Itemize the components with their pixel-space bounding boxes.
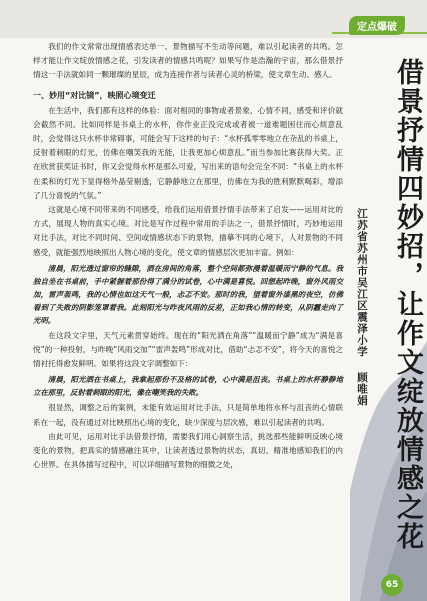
- byline: [355, 208, 370, 407]
- article-body: [33, 40, 343, 472]
- body-paragraph: 在这段文字里，天气元素贯穿始终。现在的“阳光洒在角落”“温暖而宁静”成为“满是喜悦”的一种投射，与昨晚“风雨交加”“雷声轰鸣”形成对比，借助“忐忑不安”，将今天的喜悦之情衬托得愈发鲜明。如果将这段文字调整如下：: [33, 330, 343, 369]
- article-title: 借景抒情四妙招，让作文绽放情感之花: [392, 58, 423, 551]
- body-paragraph: 由此可见，运用对比手法借景抒情，需要我们用心洞察生活，挑选那些能鲜明反映心境变化的景物，把真实的情感融注其中，让读者透过景物的状态，真切、精准地感知我们的内心世界。在具体描写过程中，可以详细描写景物的细微之处，: [33, 431, 343, 470]
- example-quote: 清晨，阳光透过窗帘的缝隙，洒在房间的角落，整个空间都弥漫着温暖而宁静的气息。我独自坐在书桌前，手中紧握着那份得了满分的试卷，心中满是喜悦。回想起昨晚，窗外风雨交加，雷声轰鸣，我的心情也如这天气一般，忐忑不安。那时的我，望着窗外漆黑的夜空，仿佛看到了失败的阴影笼罩着我。此刻阳光与昨夜风雨的反差，正如我心情的转变，从阴霾走向了光明。: [33, 263, 343, 325]
- section-heading: 一、妙用“对比镜”，映照心境变迁: [33, 90, 156, 100]
- body-paragraph: 这就是心境不同带来的不同感受，给我们运用借景抒情手法带来了启发——运用对比的方式，展现人物的真实心境。对比是写作过程中常用的手法之一，借景抒情时，巧妙地运用对比手法，对比不同时间、空间或情感状态下的景物，描摹不同的心境下，人对景物的不同感受，就能强烈地映照出人物心境的变化，使文章的情感层次更加丰富。例如：: [33, 205, 343, 257]
- byline-author: 顾唯娟: [356, 372, 368, 407]
- body-paragraph: 很显然，调整之后的案例，未能有效运用对比手法，只是简单地将水杯与沮丧的心情联系在一起，没有通过对比映照出心境的变化，缺少深度与层次感，难以引起读者的共鸣。: [33, 403, 343, 427]
- intro-paragraph: 我们的作文常常出现情感表达单一、景物描写不生动等问题，难以引起读者的共鸣。怎样才能让作文绽放情感之花，引发读者的情感共鸣呢？如果写作是浩瀚的宇宙，那么借景抒情这一手法就如同一颗璀璨的星辰，成为连接作者与读者心灵的桥梁，使文章生动、感人。: [33, 42, 343, 80]
- example-quote: 清晨，阳光洒在书桌上，我拿起那份不及格的试卷，心中满是沮丧。书桌上的水杯静静地立在那里，反射着刺眼的阳光，像在嘲笑我的失败。: [33, 375, 343, 398]
- body-paragraph: 在生活中，我们都有这样的体验：面对相同的事物或者景象，心情不同，感受和评价就会截然不同。比如同样是书桌上的水杯，你作业正没完成或者被一道难题困住而心烦意乱时，会觉得这只水杯非常碍事，可能会写下这样的句子：“水杯孤零零地立在杂乱的书桌上，反射着刺眼的灯光，仿佛在嘲笑我的无能，让我更加心烦意乱。”而当参加比赛获得大奖、正在欣赏获奖证书时，你又会觉得水杯是那么可爱，写出来的语句会完全不同：“书桌上的水杯在柔和的灯光下显得格外晶莹剔透，它静静地立在那里，仿佛在为我的胜利默默喝彩，增添了几分喜悦的气氛。”: [33, 105, 343, 200]
- section-tag: 定点爆破: [349, 16, 405, 35]
- page-number: 65: [381, 574, 403, 596]
- byline-school: 江苏省苏州市吴江区震泽小学: [356, 208, 368, 358]
